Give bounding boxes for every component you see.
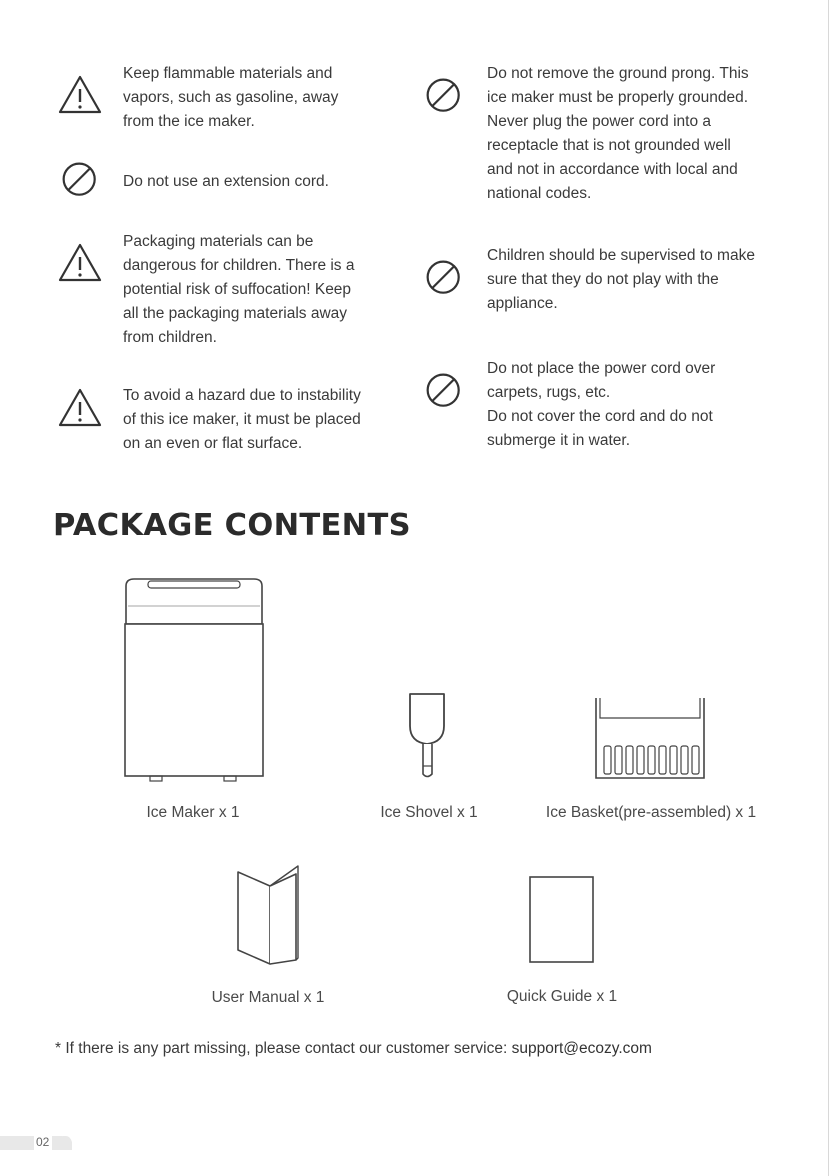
warning-text: To avoid a hazard due to instability of this ice maker, it must be placed on an even or flat surface. <box>123 387 361 452</box>
page-number: 02 <box>36 1135 50 1149</box>
warning-triangle-icon <box>57 72 103 118</box>
warning-triangle-icon <box>57 240 103 286</box>
note-text: * If there is any part missing, please contact our customer service: <box>55 1040 512 1057</box>
ice-maker-illustration <box>120 576 268 786</box>
item-label-ice-maker: Ice Maker x 1 <box>146 804 240 821</box>
item-label-ice-shovel: Ice Shovel x 1 <box>380 804 478 821</box>
prohibited-icon <box>60 160 102 202</box>
user-manual-illustration <box>234 862 306 968</box>
warning-triangle-icon <box>57 385 103 431</box>
warning-ground-prong <box>424 65 804 216</box>
prohibited-icon <box>424 258 466 300</box>
ice-shovel-illustration <box>404 690 454 782</box>
item-label-quick-guide: Quick Guide x 1 <box>506 988 618 1005</box>
prohibited-icon <box>424 371 466 413</box>
prohibited-icon <box>424 76 466 118</box>
warning-text: Packaging materials can be dangerous for children. There is a potential risk of suffocation! Keep all the packaging materials away from children. <box>123 233 355 346</box>
warning-text: Keep flammable materials and vapors, such as gasoline, away from the ice maker. <box>123 65 339 130</box>
support-email-link[interactable]: support@ecozy.com <box>511 1040 652 1057</box>
warning-children <box>424 247 804 328</box>
warning-text: Do not place the power cord over carpets, rugs, etc. Do not cover the cord and do not submerge it in water. <box>487 360 716 449</box>
warning-stability <box>57 385 397 465</box>
missing-parts-note <box>55 1040 652 1058</box>
warning-power-cord <box>424 360 804 461</box>
warning-text: Do not remove the ground prong. This ice maker must be properly grounded. Never plug the power cord into a receptacle that is not grounded well and not in accordance with local and national codes. <box>487 65 749 202</box>
warning-extension-cord <box>60 160 400 204</box>
warning-flammable <box>57 65 397 152</box>
warning-text: Children should be supervised to make sure that they do not play with the appliance. <box>487 247 755 312</box>
quick-guide-illustration <box>528 875 596 965</box>
ice-basket-illustration <box>590 694 710 782</box>
section-heading: PACKAGE CONTENTS <box>53 508 411 543</box>
item-label-ice-basket: Ice Basket(pre-assembled) x 1 <box>545 804 757 821</box>
item-label-user-manual: User Manual x 1 <box>211 989 325 1006</box>
warning-packaging <box>57 233 397 350</box>
warning-text: Do not use an extension cord. <box>123 173 329 190</box>
